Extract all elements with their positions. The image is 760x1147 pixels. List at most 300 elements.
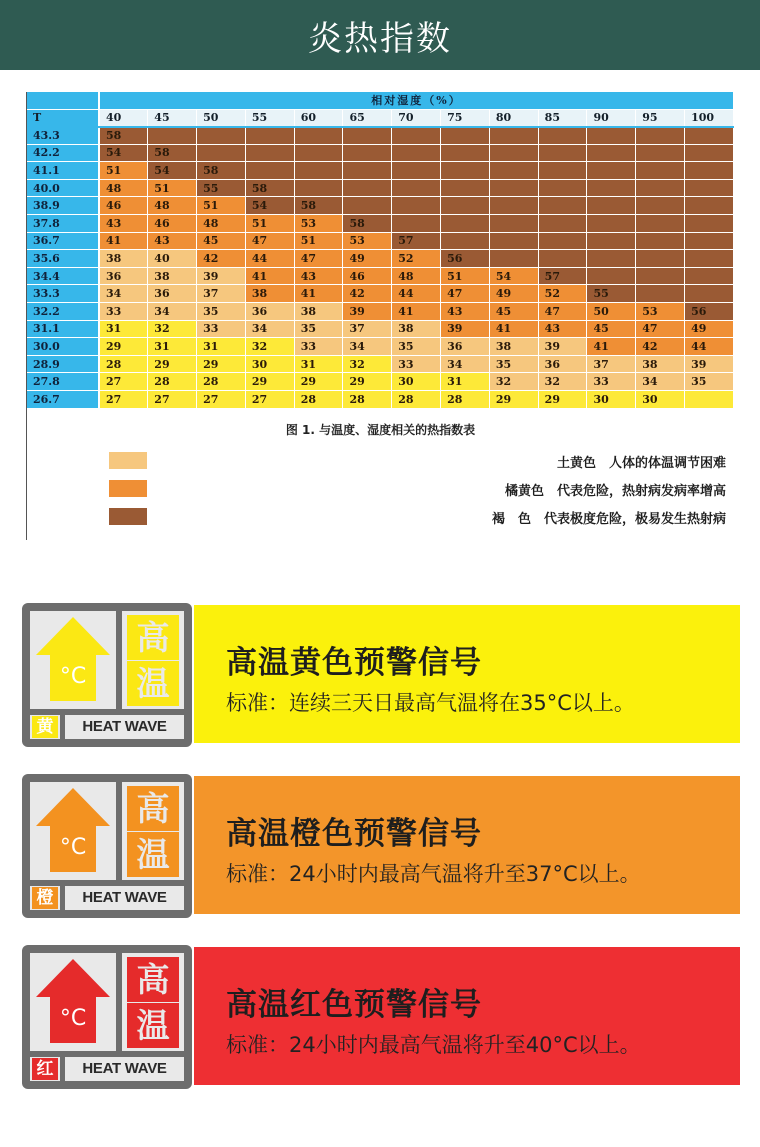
heat-index-cell bbox=[343, 127, 392, 145]
heat-index-cell bbox=[197, 144, 246, 162]
heat-index-cell: 52 bbox=[538, 285, 587, 303]
heat-index-cell: 28 bbox=[343, 391, 392, 409]
temperature-cell: 42.2 bbox=[27, 144, 99, 162]
warning-title: 高温橙色预警信号 bbox=[226, 816, 482, 852]
heat-index-cell: 27 bbox=[99, 391, 148, 409]
heat-index-cell: 57 bbox=[538, 267, 587, 285]
table-row bbox=[27, 215, 734, 233]
heat-index-cell bbox=[441, 127, 490, 145]
heat-index-cell: 28 bbox=[392, 391, 441, 409]
heat-index-cell: 58 bbox=[99, 127, 148, 145]
heat-index-cell: 27 bbox=[148, 391, 197, 409]
humidity-header-cell: 90 bbox=[587, 109, 636, 127]
badge-char-bottom: 温 bbox=[127, 661, 179, 706]
heat-index-cell: 32 bbox=[245, 338, 294, 356]
heat-index-cell: 35 bbox=[685, 373, 734, 391]
legend-text: 土黄色 人体的体温调节困难 bbox=[556, 456, 726, 471]
heat-index-cell bbox=[636, 127, 685, 145]
heat-index-cell: 57 bbox=[392, 232, 441, 250]
legend-text: 橘黄色 代表危险，热射病发病率增高 bbox=[504, 484, 726, 499]
temperature-header: T bbox=[27, 109, 99, 127]
humidity-header-cell: 95 bbox=[636, 109, 685, 127]
table-row bbox=[27, 285, 734, 303]
heat-index-cell: 54 bbox=[489, 267, 538, 285]
warning-card bbox=[22, 945, 740, 1089]
heat-index-cell bbox=[294, 179, 343, 197]
warning-body bbox=[194, 776, 740, 914]
heat-index-cell: 32 bbox=[148, 320, 197, 338]
badge-char-top: 高 bbox=[127, 957, 179, 1002]
table-row bbox=[27, 197, 734, 215]
heat-index-cell: 47 bbox=[245, 232, 294, 250]
heat-index-cell: 29 bbox=[489, 391, 538, 409]
heat-index-cell: 39 bbox=[538, 338, 587, 356]
heat-index-cell: 27 bbox=[99, 373, 148, 391]
temperature-cell: 31.1 bbox=[27, 320, 99, 338]
high-temp-word-panel bbox=[122, 611, 184, 709]
heat-index-cell: 38 bbox=[148, 267, 197, 285]
heat-index-cell bbox=[489, 250, 538, 268]
heat-index-cell: 28 bbox=[148, 373, 197, 391]
heat-index-cell bbox=[392, 127, 441, 145]
heat-index-cell: 36 bbox=[148, 285, 197, 303]
house-thermometer-icon bbox=[30, 953, 116, 1051]
heat-index-cell bbox=[538, 197, 587, 215]
heat-index-cell: 30 bbox=[587, 391, 636, 409]
warning-badge bbox=[22, 774, 192, 918]
heat-index-cell: 51 bbox=[294, 232, 343, 250]
heat-index-cell bbox=[685, 232, 734, 250]
heat-index-cell: 34 bbox=[99, 285, 148, 303]
heat-index-cell: 46 bbox=[99, 197, 148, 215]
heat-index-cell: 39 bbox=[685, 355, 734, 373]
table-row bbox=[27, 162, 734, 180]
table-row bbox=[27, 391, 734, 409]
heat-index-cell bbox=[685, 179, 734, 197]
heat-index-cell bbox=[489, 197, 538, 215]
legend-item bbox=[27, 478, 734, 500]
heat-index-cell: 53 bbox=[636, 303, 685, 321]
heat-index-cell bbox=[587, 232, 636, 250]
heat-index-cell: 56 bbox=[685, 303, 734, 321]
heat-index-cell: 43 bbox=[294, 267, 343, 285]
badge-level-char: 橙 bbox=[32, 887, 58, 909]
badge-level-panel bbox=[30, 886, 60, 910]
heat-index-cell: 33 bbox=[587, 373, 636, 391]
humidity-header-cell: 55 bbox=[245, 109, 294, 127]
heat-index-cell: 43 bbox=[441, 303, 490, 321]
heat-index-cell: 43 bbox=[99, 215, 148, 233]
humidity-header-cell: 70 bbox=[392, 109, 441, 127]
heat-index-cell: 33 bbox=[197, 320, 246, 338]
table-row bbox=[27, 267, 734, 285]
heat-index-cell: 45 bbox=[489, 303, 538, 321]
heat-index-cell bbox=[685, 285, 734, 303]
legend-swatch bbox=[109, 452, 147, 469]
warning-description: 标准：24小时内最高气温将升至37°C以上。 bbox=[226, 862, 641, 886]
heat-index-cell bbox=[392, 197, 441, 215]
heat-index-cell bbox=[685, 127, 734, 145]
warning-title: 高温黄色预警信号 bbox=[226, 645, 482, 681]
high-temp-word-panel bbox=[122, 953, 184, 1051]
heat-index-cell: 50 bbox=[587, 303, 636, 321]
heat-index-cell: 31 bbox=[99, 320, 148, 338]
heat-index-cell: 38 bbox=[245, 285, 294, 303]
heat-index-cell bbox=[489, 144, 538, 162]
heat-index-cell: 43 bbox=[148, 232, 197, 250]
heat-index-cell: 48 bbox=[197, 215, 246, 233]
heat-index-cell: 58 bbox=[245, 179, 294, 197]
heat-index-cell: 41 bbox=[294, 285, 343, 303]
heat-index-cell: 46 bbox=[148, 215, 197, 233]
heat-index-cell bbox=[343, 162, 392, 180]
humidity-header-cell: 60 bbox=[294, 109, 343, 127]
heat-index-cell bbox=[392, 215, 441, 233]
table-row bbox=[27, 232, 734, 250]
heat-index-cell: 33 bbox=[392, 355, 441, 373]
heat-index-cell bbox=[636, 232, 685, 250]
table-row bbox=[27, 303, 734, 321]
legend-item bbox=[27, 506, 734, 528]
heat-index-cell: 53 bbox=[343, 232, 392, 250]
heat-index-cell: 37 bbox=[197, 285, 246, 303]
warning-body bbox=[194, 605, 740, 743]
house-icon-panel bbox=[30, 782, 116, 880]
heat-index-cell bbox=[392, 144, 441, 162]
heat-index-cell bbox=[392, 179, 441, 197]
heat-index-cell bbox=[538, 179, 587, 197]
heat-index-cell bbox=[636, 162, 685, 180]
heat-index-cell: 51 bbox=[441, 267, 490, 285]
badge-char-bottom: 温 bbox=[127, 832, 179, 877]
heat-index-cell: 29 bbox=[343, 373, 392, 391]
heat-index-cell: 34 bbox=[343, 338, 392, 356]
heat-index-cell: 47 bbox=[294, 250, 343, 268]
heat-index-cell: 58 bbox=[294, 197, 343, 215]
table-row bbox=[27, 355, 734, 373]
heat-index-cell bbox=[636, 179, 685, 197]
heat-index-cell bbox=[636, 267, 685, 285]
legend-item bbox=[27, 450, 734, 472]
badge-level-char: 红 bbox=[32, 1058, 58, 1080]
heat-index-cell bbox=[441, 215, 490, 233]
heat-index-cell: 30 bbox=[636, 391, 685, 409]
heat-index-cell bbox=[441, 179, 490, 197]
temperature-cell: 41.1 bbox=[27, 162, 99, 180]
heat-index-cell: 42 bbox=[636, 338, 685, 356]
page-header bbox=[0, 0, 760, 70]
heat-index-cell bbox=[441, 232, 490, 250]
heat-index-cell: 37 bbox=[587, 355, 636, 373]
heat-index-cell: 28 bbox=[294, 391, 343, 409]
temperature-cell: 32.2 bbox=[27, 303, 99, 321]
heat-index-cell: 32 bbox=[538, 373, 587, 391]
temperature-cell: 37.8 bbox=[27, 215, 99, 233]
heat-index-cell: 36 bbox=[99, 267, 148, 285]
heat-wave-label: HEAT WAVE bbox=[65, 715, 184, 739]
heat-index-cell: 31 bbox=[148, 338, 197, 356]
heat-index-cell: 52 bbox=[392, 250, 441, 268]
warning-body bbox=[194, 947, 740, 1085]
humidity-title-row bbox=[27, 92, 734, 109]
heat-index-cell bbox=[636, 197, 685, 215]
warning-card bbox=[22, 774, 740, 918]
heat-index-cell bbox=[245, 127, 294, 145]
heat-index-cell bbox=[587, 144, 636, 162]
heat-index-cell: 28 bbox=[441, 391, 490, 409]
heat-index-cell: 49 bbox=[685, 320, 734, 338]
heat-index-cell bbox=[538, 215, 587, 233]
humidity-header-row bbox=[27, 109, 734, 127]
heat-index-cell: 42 bbox=[197, 250, 246, 268]
heat-index-cell bbox=[245, 144, 294, 162]
heat-index-cell: 48 bbox=[148, 197, 197, 215]
heat-wave-label: HEAT WAVE bbox=[65, 886, 184, 910]
corner-cell bbox=[27, 92, 99, 109]
heat-index-cell: 51 bbox=[99, 162, 148, 180]
heat-index-cell: 49 bbox=[489, 285, 538, 303]
heat-index-cell: 32 bbox=[489, 373, 538, 391]
warning-description: 标准：连续三天日最高气温将在35°C以上。 bbox=[226, 691, 635, 715]
temperature-cell: 40.0 bbox=[27, 179, 99, 197]
heat-index-cell: 29 bbox=[99, 338, 148, 356]
heat-index-cell: 30 bbox=[392, 373, 441, 391]
heat-index-cell: 29 bbox=[148, 355, 197, 373]
heat-index-cell bbox=[538, 162, 587, 180]
legend-text: 褐 色 代表极度危险，极易发生热射病 bbox=[491, 512, 726, 527]
heat-index-cell: 35 bbox=[197, 303, 246, 321]
heat-index-cell: 56 bbox=[441, 250, 490, 268]
heat-index-cell bbox=[197, 127, 246, 145]
temperature-cell: 38.9 bbox=[27, 197, 99, 215]
heat-index-cell: 48 bbox=[99, 179, 148, 197]
temperature-cell: 35.6 bbox=[27, 250, 99, 268]
heat-index-table-container bbox=[27, 92, 734, 409]
temperature-cell: 43.3 bbox=[27, 127, 99, 145]
heat-index-cell: 35 bbox=[489, 355, 538, 373]
humidity-header-cell: 75 bbox=[441, 109, 490, 127]
heat-index-cell: 42 bbox=[343, 285, 392, 303]
heat-index-cell: 58 bbox=[197, 162, 246, 180]
heat-index-cell: 41 bbox=[392, 303, 441, 321]
table-row bbox=[27, 127, 734, 145]
heat-index-cell: 38 bbox=[99, 250, 148, 268]
heat-index-cell bbox=[343, 197, 392, 215]
heat-index-cell: 39 bbox=[197, 267, 246, 285]
heat-index-cell: 45 bbox=[197, 232, 246, 250]
heat-index-cell: 33 bbox=[294, 338, 343, 356]
warning-badge bbox=[22, 603, 192, 747]
heat-index-cell: 48 bbox=[392, 267, 441, 285]
heat-index-cell bbox=[685, 267, 734, 285]
heat-index-cell bbox=[636, 144, 685, 162]
heat-index-cell bbox=[587, 179, 636, 197]
heat-index-cell: 36 bbox=[245, 303, 294, 321]
heat-index-cell: 51 bbox=[197, 197, 246, 215]
heat-index-cell bbox=[685, 391, 734, 409]
heat-index-cell: 41 bbox=[99, 232, 148, 250]
temperature-cell: 28.9 bbox=[27, 355, 99, 373]
heat-index-cell bbox=[587, 197, 636, 215]
heat-index-table bbox=[27, 92, 734, 409]
svg-text:°C: °C bbox=[59, 664, 87, 689]
humidity-header-cell: 50 bbox=[197, 109, 246, 127]
heat-index-cell: 30 bbox=[245, 355, 294, 373]
badge-level-panel bbox=[30, 715, 60, 739]
heat-index-cell bbox=[636, 250, 685, 268]
heat-index-cell: 29 bbox=[197, 355, 246, 373]
heat-index-cell: 53 bbox=[294, 215, 343, 233]
humidity-header-cell: 45 bbox=[148, 109, 197, 127]
heat-index-cell: 47 bbox=[538, 303, 587, 321]
table-row bbox=[27, 179, 734, 197]
heat-index-cell: 41 bbox=[587, 338, 636, 356]
heat-index-cell: 31 bbox=[197, 338, 246, 356]
heat-index-cell bbox=[587, 162, 636, 180]
heat-index-cell bbox=[587, 267, 636, 285]
heat-index-cell: 41 bbox=[245, 267, 294, 285]
heat-index-cell bbox=[392, 162, 441, 180]
heat-index-cell bbox=[685, 162, 734, 180]
temperature-cell: 30.0 bbox=[27, 338, 99, 356]
heat-index-cell: 28 bbox=[99, 355, 148, 373]
heat-index-cell: 55 bbox=[587, 285, 636, 303]
heat-index-cell: 44 bbox=[392, 285, 441, 303]
humidity-header-cell: 85 bbox=[538, 109, 587, 127]
heat-index-cell: 44 bbox=[245, 250, 294, 268]
heat-index-cell bbox=[489, 215, 538, 233]
heat-index-cell: 54 bbox=[99, 144, 148, 162]
temperature-cell: 26.7 bbox=[27, 391, 99, 409]
humidity-header-cell: 40 bbox=[99, 109, 148, 127]
heat-index-cell: 35 bbox=[392, 338, 441, 356]
badge-char-top: 高 bbox=[127, 615, 179, 660]
heat-index-cell: 31 bbox=[441, 373, 490, 391]
heat-index-cell: 51 bbox=[148, 179, 197, 197]
warning-description: 标准：24小时内最高气温将升至40°C以上。 bbox=[226, 1033, 641, 1057]
heat-index-cell: 34 bbox=[245, 320, 294, 338]
heat-index-cell: 44 bbox=[685, 338, 734, 356]
heat-index-cell: 54 bbox=[245, 197, 294, 215]
heat-index-cell bbox=[685, 215, 734, 233]
badge-level-panel bbox=[30, 1057, 60, 1081]
svg-text:°C: °C bbox=[59, 1006, 87, 1031]
heat-index-cell bbox=[148, 127, 197, 145]
heat-index-cell bbox=[685, 250, 734, 268]
temperature-cell: 27.8 bbox=[27, 373, 99, 391]
heat-index-cell bbox=[489, 179, 538, 197]
heat-index-cell: 49 bbox=[343, 250, 392, 268]
heat-index-cell: 45 bbox=[587, 320, 636, 338]
heat-index-cell: 35 bbox=[294, 320, 343, 338]
heat-index-cell: 47 bbox=[636, 320, 685, 338]
heat-index-cell bbox=[343, 144, 392, 162]
heat-index-cell: 33 bbox=[99, 303, 148, 321]
heat-index-cell: 36 bbox=[538, 355, 587, 373]
heat-index-cell bbox=[489, 232, 538, 250]
heat-index-cell bbox=[538, 250, 587, 268]
warning-badge bbox=[22, 945, 192, 1089]
page-title: 炎热指数 bbox=[308, 18, 452, 59]
heat-index-cell: 37 bbox=[343, 320, 392, 338]
heat-index-cell: 39 bbox=[441, 320, 490, 338]
legend-swatch bbox=[109, 508, 147, 525]
badge-level-char: 黄 bbox=[32, 716, 58, 738]
heat-index-cell bbox=[441, 144, 490, 162]
heat-index-cell bbox=[294, 162, 343, 180]
warning-title: 高温红色预警信号 bbox=[226, 987, 482, 1023]
heat-index-cell bbox=[538, 127, 587, 145]
heat-index-cell bbox=[538, 144, 587, 162]
heat-index-cell: 38 bbox=[489, 338, 538, 356]
heat-index-cell bbox=[245, 162, 294, 180]
warning-card bbox=[22, 603, 740, 747]
legend-swatch bbox=[109, 480, 147, 497]
heat-index-cell: 38 bbox=[294, 303, 343, 321]
heat-index-cell bbox=[489, 127, 538, 145]
heat-index-cell: 43 bbox=[538, 320, 587, 338]
heat-index-cell: 31 bbox=[294, 355, 343, 373]
table-row bbox=[27, 250, 734, 268]
heat-index-cell: 28 bbox=[197, 373, 246, 391]
heat-index-cell bbox=[587, 127, 636, 145]
heat-index-cell: 55 bbox=[197, 179, 246, 197]
heat-index-cell: 27 bbox=[245, 391, 294, 409]
house-icon-panel bbox=[30, 953, 116, 1051]
temperature-cell: 36.7 bbox=[27, 232, 99, 250]
heat-index-cell: 38 bbox=[636, 355, 685, 373]
heat-index-cell bbox=[294, 127, 343, 145]
heat-index-cell: 29 bbox=[538, 391, 587, 409]
heat-index-cell: 32 bbox=[343, 355, 392, 373]
heat-index-cell bbox=[685, 197, 734, 215]
heat-index-cell: 34 bbox=[636, 373, 685, 391]
heat-index-cell bbox=[441, 197, 490, 215]
heat-index-cell: 54 bbox=[148, 162, 197, 180]
heat-index-cell: 41 bbox=[489, 320, 538, 338]
table-row bbox=[27, 320, 734, 338]
heat-index-cell: 46 bbox=[343, 267, 392, 285]
badge-char-bottom: 温 bbox=[127, 1003, 179, 1048]
heat-index-cell bbox=[636, 215, 685, 233]
heat-index-cell: 40 bbox=[148, 250, 197, 268]
heat-index-cell: 38 bbox=[392, 320, 441, 338]
heat-index-cell bbox=[587, 250, 636, 268]
heat-index-cell bbox=[441, 162, 490, 180]
heat-index-cell: 36 bbox=[441, 338, 490, 356]
temperature-cell: 33.3 bbox=[27, 285, 99, 303]
heat-index-cell: 51 bbox=[245, 215, 294, 233]
heat-index-cell: 58 bbox=[148, 144, 197, 162]
heat-index-cell bbox=[538, 232, 587, 250]
heat-index-cell: 29 bbox=[245, 373, 294, 391]
humidity-title: 相对湿度（%） bbox=[99, 92, 734, 109]
table-row bbox=[27, 144, 734, 162]
temperature-cell: 34.4 bbox=[27, 267, 99, 285]
humidity-header-cell: 65 bbox=[343, 109, 392, 127]
humidity-header-cell: 100 bbox=[685, 109, 734, 127]
badge-char-top: 高 bbox=[127, 786, 179, 831]
svg-text:°C: °C bbox=[59, 835, 87, 860]
house-thermometer-icon bbox=[30, 611, 116, 709]
table-caption: 图 1. 与温度、湿度相关的热指数表 bbox=[285, 423, 476, 437]
table-row bbox=[27, 373, 734, 391]
humidity-header-cell: 80 bbox=[489, 109, 538, 127]
heat-index-cell: 34 bbox=[148, 303, 197, 321]
heat-wave-label: HEAT WAVE bbox=[65, 1057, 184, 1081]
heat-index-cell bbox=[343, 179, 392, 197]
house-icon-panel bbox=[30, 611, 116, 709]
